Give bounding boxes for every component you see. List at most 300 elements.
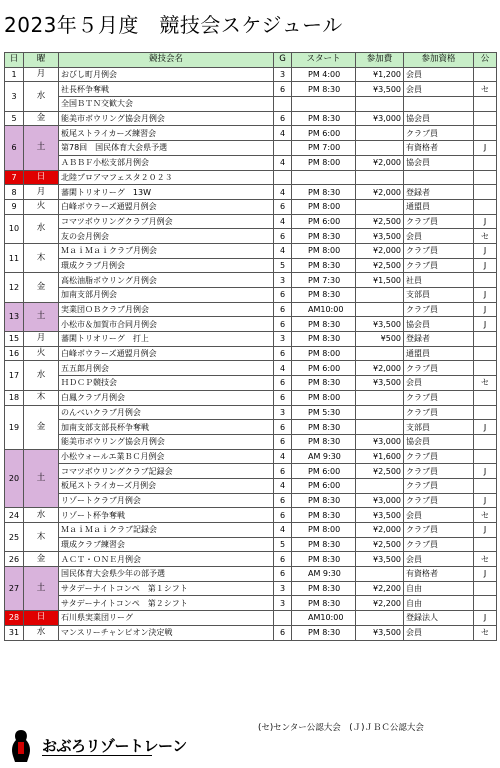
sanction-mark — [474, 478, 497, 493]
entry-fee — [356, 97, 404, 112]
weekday-cell: 土 — [24, 126, 59, 170]
sanction-mark: J — [474, 317, 497, 332]
entry-fee — [356, 141, 404, 156]
event-name: 小松ウォールエ業ＢＣ月例会 — [59, 449, 274, 464]
bowling-pin-icon — [4, 728, 38, 764]
games: 6 — [274, 376, 292, 391]
table-row — [5, 390, 497, 405]
day-cell: 19 — [5, 405, 24, 449]
table-row — [5, 405, 497, 420]
page-title: 2023年５月度 競技会スケジュール — [4, 13, 343, 37]
qualification: 自由 — [404, 596, 474, 611]
sanction-mark: J — [474, 567, 497, 582]
qualification: 会員 — [404, 82, 474, 97]
day-cell: 20 — [5, 449, 24, 508]
table-row — [5, 611, 497, 626]
games: 6 — [274, 390, 292, 405]
start-time: PM 8:30 — [292, 434, 356, 449]
games: 6 — [274, 493, 292, 508]
qualification: クラブ員 — [404, 464, 474, 479]
day-cell: 10 — [5, 214, 24, 243]
day-cell: 12 — [5, 273, 24, 302]
table-row — [5, 567, 497, 582]
weekday-cell: 月 — [24, 185, 59, 200]
entry-fee — [356, 390, 404, 405]
event-name: 国民体育大会県少年の部予選 — [59, 567, 274, 582]
start-time: PM 8:30 — [292, 420, 356, 435]
start-time: PM 4:00 — [292, 67, 356, 82]
games: 4 — [274, 478, 292, 493]
start-time: PM 8:30 — [292, 596, 356, 611]
start-time: PM 8:00 — [292, 243, 356, 258]
qualification: 協会員 — [404, 434, 474, 449]
event-name: 社長杯争奪戦 — [59, 82, 274, 97]
weekday-cell: 金 — [24, 111, 59, 126]
sanction-mark: セ — [474, 82, 497, 97]
qualification: クラブ員 — [404, 537, 474, 552]
table-row — [5, 185, 497, 200]
entry-fee: ¥2,500 — [356, 214, 404, 229]
entry-fee: ¥3,500 — [356, 552, 404, 567]
event-name: 高松油脂ボウリング月例会 — [59, 273, 274, 288]
games: 6 — [274, 508, 292, 523]
table-row — [5, 346, 497, 361]
games — [274, 611, 292, 626]
entry-fee: ¥3,000 — [356, 434, 404, 449]
table-row — [5, 493, 497, 508]
entry-fee — [356, 170, 404, 185]
event-name: ＡＢＢＦ小松支部月例会 — [59, 155, 274, 170]
event-name: サタデーナイトコンペ 第２シフト — [59, 596, 274, 611]
event-name: 白鳳クラブ月例会 — [59, 390, 274, 405]
sanction-mark: J — [474, 258, 497, 273]
sanction-mark: J — [474, 141, 497, 156]
qualification: クラブ員 — [404, 126, 474, 141]
table-row — [5, 420, 497, 435]
games: 6 — [274, 111, 292, 126]
qualification: 支部員 — [404, 288, 474, 303]
table-row — [5, 111, 497, 126]
games: 4 — [274, 185, 292, 200]
table-row — [5, 449, 497, 464]
start-time: PM 6:00 — [292, 361, 356, 376]
sanction-mark — [474, 332, 497, 347]
event-name: リゾートクラブ月例会 — [59, 493, 274, 508]
table-row — [5, 376, 497, 391]
event-name: ＨＤＣＰ競技会 — [59, 376, 274, 391]
entry-fee — [356, 405, 404, 420]
sanction-mark — [474, 581, 497, 596]
sanction-mark — [474, 361, 497, 376]
start-time: PM 8:30 — [292, 581, 356, 596]
header-games: G — [274, 53, 292, 68]
qualification — [404, 97, 474, 112]
table-row — [5, 67, 497, 82]
sanction-mark: J — [474, 611, 497, 626]
weekday-cell: 日 — [24, 170, 59, 185]
sanction-mark: J — [474, 288, 497, 303]
event-name: 加南支部支部長杯争奪戦 — [59, 420, 274, 435]
day-cell: 5 — [5, 111, 24, 126]
entry-fee — [356, 288, 404, 303]
qualification: 会員 — [404, 376, 474, 391]
start-time: PM 8:30 — [292, 625, 356, 640]
start-time: PM 6:00 — [292, 126, 356, 141]
sanction-mark: J — [474, 523, 497, 538]
sanction-mark: J — [474, 302, 497, 317]
qualification: 通盟員 — [404, 346, 474, 361]
sanction-mark — [474, 170, 497, 185]
event-name: 板尾ストライカーズ練習会 — [59, 126, 274, 141]
games: 6 — [274, 302, 292, 317]
day-cell: 15 — [5, 332, 24, 347]
event-name: 第78回 国民体育大会県予選 — [59, 141, 274, 156]
games: 3 — [274, 581, 292, 596]
table-row — [5, 434, 497, 449]
sanction-mark: セ — [474, 508, 497, 523]
qualification: 登録者 — [404, 332, 474, 347]
start-time: PM 8:30 — [292, 552, 356, 567]
start-time — [292, 97, 356, 112]
table-row — [5, 141, 497, 156]
schedule-body — [5, 67, 497, 640]
start-time: PM 8:30 — [292, 537, 356, 552]
games: 6 — [274, 229, 292, 244]
table-row — [5, 273, 497, 288]
qualification: 協会員 — [404, 317, 474, 332]
event-name: ＡＣＴ・ＯＮＥ月例会 — [59, 552, 274, 567]
event-name: 白峰ボウラーズ通盟月例会 — [59, 346, 274, 361]
qualification: 登録法人 — [404, 611, 474, 626]
footer-legend: (セ)センター公認大会 (Ｊ)ＪＢＣ公認大会 — [258, 723, 424, 733]
start-time: PM 8:30 — [292, 288, 356, 303]
weekday-cell: 金 — [24, 552, 59, 567]
day-cell: 17 — [5, 361, 24, 390]
sanction-mark — [474, 199, 497, 214]
sanction-mark — [474, 390, 497, 405]
sanction-mark — [474, 596, 497, 611]
day-cell: 11 — [5, 243, 24, 272]
weekday-cell: 土 — [24, 567, 59, 611]
games: 6 — [274, 625, 292, 640]
sanction-mark: セ — [474, 229, 497, 244]
event-name: ＭａｉＭａｉクラブ月例会 — [59, 243, 274, 258]
table-row — [5, 523, 497, 538]
event-name: 石川県実業団リーグ — [59, 611, 274, 626]
weekday-cell: 月 — [24, 332, 59, 347]
event-name: 環成クラブ練習会 — [59, 537, 274, 552]
event-name: おびし町月例会 — [59, 67, 274, 82]
table-row — [5, 97, 497, 112]
start-time: PM 7:00 — [292, 141, 356, 156]
table-row — [5, 361, 497, 376]
sanction-mark: セ — [474, 552, 497, 567]
event-name: 小松市＆加賀市合同月例会 — [59, 317, 274, 332]
table-row — [5, 258, 497, 273]
logo-underline — [42, 755, 152, 756]
table-row — [5, 478, 497, 493]
event-name: 能美市ボウリング協会月例会 — [59, 111, 274, 126]
entry-fee: ¥3,500 — [356, 376, 404, 391]
table-row — [5, 302, 497, 317]
event-name: コマツボウリングクラブ月例会 — [59, 214, 274, 229]
table-row — [5, 581, 497, 596]
event-name: 環成クラブ月例会 — [59, 258, 274, 273]
sanction-mark — [474, 111, 497, 126]
sanction-mark — [474, 434, 497, 449]
start-time: PM 8:30 — [292, 229, 356, 244]
day-cell: 27 — [5, 567, 24, 611]
start-time: PM 6:00 — [292, 464, 356, 479]
qualification: 会員 — [404, 67, 474, 82]
games: 4 — [274, 214, 292, 229]
sanction-mark: J — [474, 464, 497, 479]
start-time: PM 8:30 — [292, 317, 356, 332]
table-row — [5, 126, 497, 141]
start-time: PM 8:00 — [292, 346, 356, 361]
entry-fee — [356, 478, 404, 493]
sanction-mark — [474, 405, 497, 420]
games: 6 — [274, 82, 292, 97]
sanction-mark — [474, 67, 497, 82]
qualification: クラブ員 — [404, 214, 474, 229]
sanction-mark — [474, 155, 497, 170]
entry-fee: ¥2,500 — [356, 537, 404, 552]
games: 4 — [274, 126, 292, 141]
sanction-mark — [474, 537, 497, 552]
sanction-mark: J — [474, 493, 497, 508]
start-time: AM 9:30 — [292, 449, 356, 464]
event-name: 能美市ボウリング協会月例会 — [59, 434, 274, 449]
event-name: サタデーナイトコンペ 第１シフト — [59, 581, 274, 596]
games: 3 — [274, 405, 292, 420]
games: 3 — [274, 596, 292, 611]
logo-text: おぶろリゾートレーン — [42, 737, 187, 755]
entry-fee — [356, 302, 404, 317]
table-row — [5, 214, 497, 229]
entry-fee: ¥3,000 — [356, 493, 404, 508]
entry-fee — [356, 199, 404, 214]
schedule-table — [4, 52, 497, 641]
qualification: 会員 — [404, 625, 474, 640]
start-time: PM 8:00 — [292, 523, 356, 538]
event-name: マンスリーチャンピオン決定戦 — [59, 625, 274, 640]
qualification: 会員 — [404, 508, 474, 523]
games: 6 — [274, 420, 292, 435]
header-public: 公 — [474, 53, 497, 68]
qualification: クラブ員 — [404, 258, 474, 273]
games: 6 — [274, 288, 292, 303]
sanction-mark: セ — [474, 625, 497, 640]
event-name: リゾート杯争奪戦 — [59, 508, 274, 523]
entry-fee: ¥2,000 — [356, 243, 404, 258]
start-time: PM 6:00 — [292, 478, 356, 493]
sanction-mark — [474, 273, 497, 288]
table-row — [5, 199, 497, 214]
qualification: クラブ員 — [404, 390, 474, 405]
qualification: 協会員 — [404, 155, 474, 170]
event-name: 北陸プロアマフェスタ２０２３ — [59, 170, 274, 185]
games: 6 — [274, 464, 292, 479]
weekday-cell: 土 — [24, 449, 59, 508]
start-time: PM 5:30 — [292, 405, 356, 420]
games: 5 — [274, 258, 292, 273]
header-fee: 参加費 — [356, 53, 404, 68]
qualification: クラブ員 — [404, 449, 474, 464]
qualification: クラブ員 — [404, 493, 474, 508]
games: 4 — [274, 243, 292, 258]
table-row — [5, 625, 497, 640]
header-row — [5, 53, 497, 68]
qualification: 登録者 — [404, 185, 474, 200]
day-cell: 3 — [5, 82, 24, 111]
entry-fee: ¥3,500 — [356, 317, 404, 332]
entry-fee: ¥3,500 — [356, 82, 404, 97]
table-row — [5, 596, 497, 611]
qualification: 支部員 — [404, 420, 474, 435]
start-time: PM 8:30 — [292, 508, 356, 523]
sanction-mark — [474, 449, 497, 464]
games: 6 — [274, 317, 292, 332]
games — [274, 141, 292, 156]
event-name: ＭａｉＭａｉクラブ記録会 — [59, 523, 274, 538]
entry-fee: ¥3,500 — [356, 625, 404, 640]
start-time — [292, 170, 356, 185]
header-day: 日 — [5, 53, 24, 68]
games: 4 — [274, 361, 292, 376]
qualification — [404, 170, 474, 185]
table-row — [5, 537, 497, 552]
qualification: 協会員 — [404, 111, 474, 126]
games: 3 — [274, 273, 292, 288]
entry-fee: ¥2,500 — [356, 464, 404, 479]
table-row — [5, 317, 497, 332]
weekday-cell: 金 — [24, 405, 59, 449]
entry-fee: ¥500 — [356, 332, 404, 347]
entry-fee: ¥2,500 — [356, 258, 404, 273]
entry-fee: ¥2,000 — [356, 361, 404, 376]
start-time: PM 8:30 — [292, 111, 356, 126]
start-time: PM 8:00 — [292, 390, 356, 405]
header-event: 競技会名 — [59, 53, 274, 68]
games: 4 — [274, 155, 292, 170]
games: 3 — [274, 67, 292, 82]
qualification: クラブ員 — [404, 405, 474, 420]
games: 5 — [274, 537, 292, 552]
table-row — [5, 170, 497, 185]
table-row — [5, 464, 497, 479]
qualification: 通盟員 — [404, 199, 474, 214]
weekday-cell: 土 — [24, 302, 59, 331]
games: 4 — [274, 449, 292, 464]
entry-fee — [356, 611, 404, 626]
start-time: PM 8:30 — [292, 376, 356, 391]
sanction-mark: J — [474, 243, 497, 258]
sanction-mark: セ — [474, 376, 497, 391]
weekday-cell: 火 — [24, 199, 59, 214]
start-time: PM 8:00 — [292, 199, 356, 214]
weekday-cell: 金 — [24, 273, 59, 302]
day-cell: 16 — [5, 346, 24, 361]
event-name: のんべいクラブ月例会 — [59, 405, 274, 420]
qualification: クラブ員 — [404, 361, 474, 376]
day-cell: 8 — [5, 185, 24, 200]
sanction-mark — [474, 185, 497, 200]
qualification: クラブ員 — [404, 302, 474, 317]
qualification: 会員 — [404, 229, 474, 244]
qualification: 自由 — [404, 581, 474, 596]
start-time: AM10:00 — [292, 302, 356, 317]
day-cell: 13 — [5, 302, 24, 331]
entry-fee — [356, 126, 404, 141]
sanction-mark: J — [474, 420, 497, 435]
games — [274, 97, 292, 112]
table-row — [5, 155, 497, 170]
qualification: 有資格者 — [404, 567, 474, 582]
sanction-mark — [474, 346, 497, 361]
games: 4 — [274, 523, 292, 538]
weekday-cell: 月 — [24, 67, 59, 82]
day-cell: 25 — [5, 523, 24, 552]
table-row — [5, 82, 497, 97]
entry-fee: ¥1,200 — [356, 67, 404, 82]
qualification: 会員 — [404, 552, 474, 567]
event-name: 板尾ストライカーズ月例会 — [59, 478, 274, 493]
entry-fee: ¥2,000 — [356, 523, 404, 538]
qualification: 社員 — [404, 273, 474, 288]
day-cell: 6 — [5, 126, 24, 170]
games: 6 — [274, 346, 292, 361]
weekday-cell: 木 — [24, 390, 59, 405]
entry-fee: ¥1,500 — [356, 273, 404, 288]
start-time: AM10:00 — [292, 611, 356, 626]
day-cell: 1 — [5, 67, 24, 82]
start-time: PM 8:00 — [292, 155, 356, 170]
table-row — [5, 243, 497, 258]
games: 6 — [274, 567, 292, 582]
day-cell: 9 — [5, 199, 24, 214]
start-time: PM 8:30 — [292, 258, 356, 273]
event-name: コマツボウリングクラブ記録会 — [59, 464, 274, 479]
qualification: クラブ員 — [404, 243, 474, 258]
event-name: 加南支部月例会 — [59, 288, 274, 303]
weekday-cell: 水 — [24, 625, 59, 640]
day-cell: 31 — [5, 625, 24, 640]
games: 6 — [274, 434, 292, 449]
header-start: スタート — [292, 53, 356, 68]
table-row — [5, 552, 497, 567]
entry-fee — [356, 420, 404, 435]
event-name: 蕃閑トリオリーグ 打上 — [59, 332, 274, 347]
event-name: 白峰ボウラーズ通盟月例会 — [59, 199, 274, 214]
qualification: 有資格者 — [404, 141, 474, 156]
event-name: 蕃閑トリオリーグ 13W — [59, 185, 274, 200]
day-cell: 7 — [5, 170, 24, 185]
entry-fee: ¥3,500 — [356, 229, 404, 244]
games: 6 — [274, 552, 292, 567]
entry-fee — [356, 346, 404, 361]
weekday-cell: 火 — [24, 346, 59, 361]
weekday-cell: 木 — [24, 243, 59, 272]
start-time: PM 8:30 — [292, 185, 356, 200]
table-row — [5, 508, 497, 523]
weekday-cell: 日 — [24, 611, 59, 626]
weekday-cell: 水 — [24, 82, 59, 111]
header-weekday: 曜 — [24, 53, 59, 68]
sanction-mark — [474, 97, 497, 112]
day-cell: 26 — [5, 552, 24, 567]
event-name: 友の会月例会 — [59, 229, 274, 244]
